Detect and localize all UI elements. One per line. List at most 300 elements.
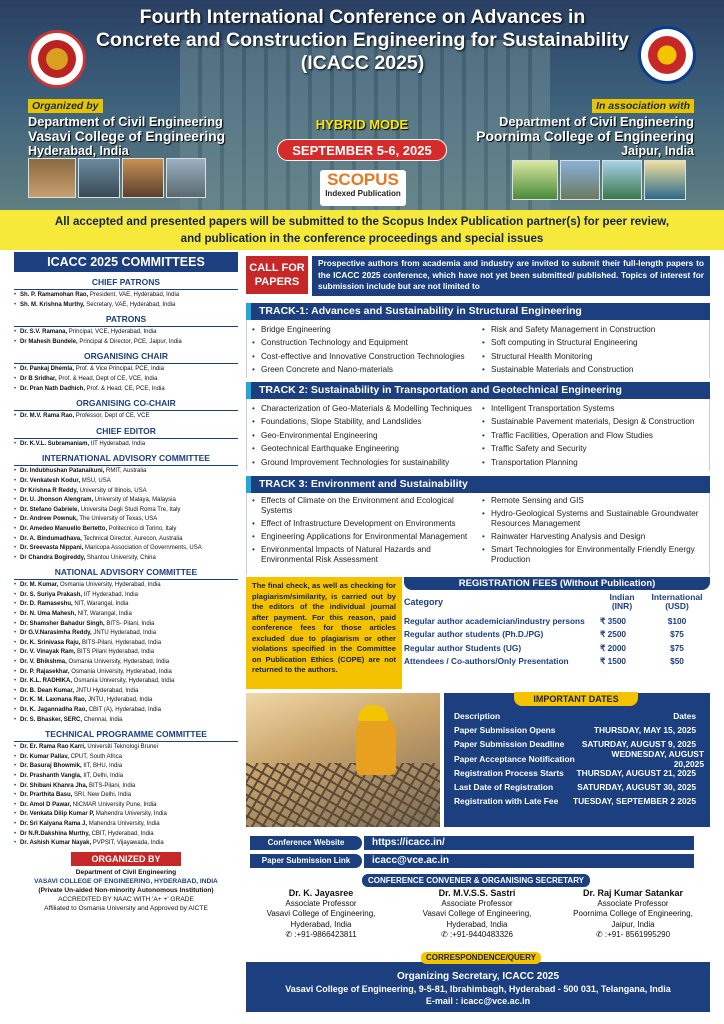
committee-member bbox=[14, 375, 238, 385]
track-2-heading: TRACK 2: Sustainability in Transportation and Geotechnical Engineering bbox=[246, 382, 710, 399]
committee-member bbox=[14, 515, 238, 525]
member-name: Dr. Basuraj Bhowmik, bbox=[20, 763, 82, 770]
banner-line-1: All accepted and presented papers will be submitted to the Scopus Index Publication partner(s) for peer review, bbox=[54, 215, 670, 228]
topic-item: • Sustainable Materials and Construction bbox=[481, 363, 709, 376]
topic-item: • Effects of Climate on the Environment and Ecological Systems bbox=[251, 496, 479, 516]
fee-category: Regular author students (Ph.D./PG) bbox=[404, 629, 544, 640]
committee-member bbox=[14, 648, 238, 658]
track-3-heading: TRACK 3: Environment and Sustainability bbox=[246, 476, 710, 493]
plagiarism-notice: The final check, as well as checking for plagiarism/similarity, is carried out by the editors of the individual journal after payment. For this reason, paid conference fees for those articles excluded due to plagiarism or other violations specified in the Committee on Publication Ethics (COPE) are not returned to the authors. bbox=[246, 577, 402, 689]
committee-member bbox=[14, 639, 238, 649]
photo-scaffold bbox=[122, 158, 164, 198]
table-row bbox=[404, 655, 710, 669]
title-line-3: (ICACC 2025) bbox=[300, 52, 425, 74]
correspondence-footer bbox=[246, 962, 710, 1012]
member-name: Dr. N. Uma Mahesh, bbox=[20, 611, 77, 618]
date-value: TUESDAY, SEPTEMBER 2 2025 bbox=[572, 796, 696, 807]
member-affiliation: IIT Hyderabad, India bbox=[82, 591, 138, 598]
person-phone: ✆ :+91-9866423811 bbox=[285, 930, 357, 939]
mode-label: HYBRID MODE bbox=[315, 117, 409, 132]
committee-member bbox=[14, 365, 238, 375]
committee-member bbox=[14, 477, 238, 487]
organized-college: VASAVI COLLEGE OF ENGINEERING, HYDERABAD, INDIA bbox=[34, 877, 218, 885]
committee-heading: TECHNICAL PROGRAMME COMMITTEE bbox=[14, 726, 238, 742]
member-name: Dr. Andrew Pownuk, bbox=[20, 516, 78, 523]
topic-item: • Risk and Safety Management in Construction bbox=[481, 323, 709, 336]
person-org: Poornima College of Engineering, bbox=[573, 909, 693, 918]
committee-member bbox=[14, 291, 238, 301]
member-affiliation: SRI, New Delhi, India bbox=[72, 792, 132, 799]
track-3-topics bbox=[246, 493, 710, 575]
member-name: Dr. Ashish Kumar Nayak, bbox=[20, 840, 92, 847]
person-role: Associate Professor bbox=[597, 898, 669, 908]
date-value: THURSDAY, AUGUST 21, 2025 bbox=[576, 767, 696, 778]
track-1-heading: TRACK-1: Advances and Sustainability in Structural Engineering bbox=[246, 303, 710, 320]
member-affiliation: BITS-Pilani, India bbox=[87, 782, 136, 789]
topic-item: • Intelligent Transportation Systems bbox=[481, 402, 709, 415]
committee-member bbox=[14, 487, 238, 497]
photo-globe bbox=[644, 160, 686, 200]
committee-member bbox=[14, 620, 238, 630]
person-city: Hyderabad, India bbox=[290, 919, 352, 929]
table-row bbox=[404, 614, 710, 628]
committee-member bbox=[14, 338, 238, 348]
topic-item: • Characterization of Geo-Materials & Modelling Techniques bbox=[251, 402, 479, 415]
website-label: Conference Website bbox=[250, 836, 362, 850]
photo-building bbox=[166, 158, 206, 198]
member-name: Dr. A. Bindumadhava, bbox=[20, 535, 82, 542]
member-affiliation: BITS Pilani Hyderabad, India bbox=[75, 649, 155, 656]
correspondence-address: Vasavi College of Engineering, 9-5-81, Ibrahimbagh, Hyderabad - 500 031, Telangana, India bbox=[285, 984, 671, 994]
committee-member bbox=[14, 554, 238, 564]
member-affiliation: MSU, USA bbox=[80, 477, 111, 484]
member-name: Dr. Prashanth Vangla, bbox=[20, 772, 82, 779]
person-role: Associate Professor bbox=[285, 898, 357, 908]
member-name: Dr. Pran Nath Dadhich, bbox=[20, 385, 86, 392]
vasavi-logo bbox=[28, 30, 86, 88]
submission-label: Paper Submission Link bbox=[250, 854, 362, 868]
committee-member bbox=[14, 385, 238, 395]
topic-item: • Green Concrete and Nano-materials bbox=[251, 363, 479, 376]
member-affiliation: Osmania University, Hyderabad, India bbox=[72, 678, 175, 685]
committee-member bbox=[14, 820, 238, 830]
committee-member bbox=[14, 830, 238, 840]
member-affiliation: JNTU, Hyderabad, India bbox=[86, 697, 153, 704]
topic-item: • Transportation Planning bbox=[481, 456, 709, 469]
member-name: Dr G.V.Narasimha Reddy, bbox=[20, 630, 92, 637]
person-name: Dr. K. Jayasree bbox=[288, 888, 354, 898]
col-description: Description bbox=[454, 711, 501, 722]
member-affiliation: BITS- Pilani, India bbox=[104, 620, 155, 627]
member-affiliation: Principal & Director, PCE, Jaipur, India bbox=[77, 338, 182, 345]
member-affiliation: Politecnico di Torino, Italy bbox=[107, 525, 177, 532]
fee-usd: $50 bbox=[670, 656, 684, 667]
committees-title: ICACC 2025 COMMITTEES bbox=[14, 252, 238, 272]
member-affiliation: RMIT, Australia bbox=[104, 468, 147, 475]
member-name: Dr. Sreevasta Nippani, bbox=[20, 545, 84, 552]
member-name: Dr. Venkata Dilip Kumar P, bbox=[20, 811, 95, 818]
member-affiliation: NIT, Warangal, India bbox=[76, 611, 132, 618]
committee-member bbox=[14, 706, 238, 716]
topic-item: • Traffic Facilities, Operation and Flow Studies bbox=[481, 429, 709, 442]
committee-member bbox=[14, 328, 238, 338]
member-affiliation: Mahendra University, India bbox=[87, 820, 160, 827]
registration-heading: REGISTRATION FEES (Without Publication) bbox=[404, 577, 710, 590]
registration-header-row bbox=[404, 590, 710, 614]
organizer-city: Hyderabad, India bbox=[28, 144, 129, 158]
topic-item: • Bridge Engineering bbox=[251, 323, 479, 336]
fee-usd: $75 bbox=[670, 642, 684, 653]
member-affiliation: CPUT, South Africa bbox=[68, 753, 122, 760]
track-2-right bbox=[481, 402, 709, 469]
committee-groups bbox=[14, 274, 238, 849]
committee-member bbox=[14, 581, 238, 591]
member-name: Dr. Shibani Khanra Jha, bbox=[20, 782, 88, 789]
member-name: Dr. Sri Kalyana Rama J, bbox=[20, 820, 88, 827]
committee-member bbox=[14, 772, 238, 782]
member-affiliation: NICMAR University Pune, India bbox=[71, 801, 157, 808]
poornima-logo bbox=[638, 26, 696, 84]
title-line-2: Concrete and Construction Engineering for Sustainability bbox=[95, 29, 630, 51]
member-affiliation: Secretary, VAE, Hyderabad, India bbox=[84, 301, 176, 308]
conference-title bbox=[90, 6, 635, 75]
committee-member bbox=[14, 687, 238, 697]
member-name: Dr. B. Dean Kumar, bbox=[20, 687, 75, 694]
fee-inr: ₹ 1500 bbox=[600, 656, 627, 667]
member-name: Dr. P. Rajasekhar, bbox=[20, 668, 70, 675]
member-affiliation: University of Malaya, Malaysia bbox=[93, 497, 176, 504]
organizer-dept: Department of Civil Engineering bbox=[28, 114, 223, 129]
date-description: Registration with Late Fee bbox=[454, 796, 559, 807]
member-name: Dr B Sridhar, bbox=[20, 375, 57, 382]
track-3-left bbox=[251, 496, 479, 568]
member-affiliation: IIT Hyderabad, India bbox=[89, 440, 146, 447]
committee-heading: PATRONS bbox=[14, 311, 238, 327]
website-link[interactable]: https://icacc.in/ bbox=[364, 836, 694, 850]
date-description: Paper Submission Opens bbox=[454, 725, 556, 736]
topic-item: • Traffic Safety and Security bbox=[481, 442, 709, 455]
member-name: Dr. K.V.L. Subramaniam, bbox=[20, 440, 90, 447]
committee-heading: CHIEF EDITOR bbox=[14, 423, 238, 439]
association-city: Jaipur, India bbox=[621, 144, 694, 158]
photo-formwork bbox=[78, 158, 120, 198]
fee-category: Attendees / Co-authors/Only Presentation bbox=[404, 656, 569, 667]
committee-heading: CHIEF PATRONS bbox=[14, 274, 238, 290]
organized-by-heading: ORGANIZED BY bbox=[71, 852, 181, 866]
organized-accreditation: ACCREDITED BY NAAC WITH 'A+ +' GRADE bbox=[58, 895, 194, 903]
member-name: Dr. V. Bhikshma, bbox=[20, 659, 67, 666]
track-1-topics bbox=[246, 320, 710, 378]
member-affiliation: PVPSIT, Vijayawada, India bbox=[91, 840, 164, 847]
track-2-topics bbox=[246, 399, 710, 471]
member-affiliation: IIT, BHU, India bbox=[81, 763, 123, 770]
committee-heading: INTERNATIONAL ADVISORY COMMITTEE bbox=[14, 450, 238, 466]
date-value: THURSDAY, MAY 15, 2025 bbox=[593, 725, 696, 736]
committees-panel bbox=[14, 252, 238, 1010]
fee-inr: ₹ 2500 bbox=[600, 629, 627, 640]
topic-item: • Geotechnical Earthquake Engineering bbox=[251, 442, 479, 455]
member-name: Dr Krishna R Reddy, bbox=[20, 487, 78, 494]
committee-member bbox=[14, 801, 238, 811]
committee-member bbox=[14, 677, 238, 687]
member-name: Dr. K.L. RADHIKA, bbox=[20, 678, 73, 685]
person-role: Associate Professor bbox=[441, 898, 513, 908]
member-affiliation: Maricopa Association of Governments, USA bbox=[83, 545, 202, 552]
important-dates bbox=[444, 693, 710, 827]
committee-heading: NATIONAL ADVISORY COMMITTEE bbox=[14, 564, 238, 580]
member-affiliation: Principal, VCE, Hyderabad, India bbox=[67, 329, 157, 336]
committee-member bbox=[14, 629, 238, 639]
photo-city bbox=[560, 160, 600, 200]
table-row bbox=[444, 780, 710, 794]
committee-heading: ORGANISING CHAIR bbox=[14, 348, 238, 364]
table-row bbox=[444, 766, 710, 780]
person-org: Vasavi College of Engineering, bbox=[266, 909, 376, 918]
committee-member bbox=[14, 591, 238, 601]
committee-member bbox=[14, 467, 238, 477]
committee-member bbox=[14, 496, 238, 506]
member-affiliation: University of Illinois, USA bbox=[77, 487, 147, 494]
committee-member bbox=[14, 610, 238, 620]
member-name: Dr. Amedeo Manuello Bertetto, bbox=[20, 525, 108, 532]
scopus-title: SCOPUS bbox=[327, 170, 399, 189]
date-value: SATURDAY, AUGUST 9, 2025 bbox=[581, 739, 696, 750]
member-affiliation: Universita Degli Studi Roma Tre, Italy bbox=[79, 506, 181, 513]
person-phone: ✆ :+91-9440483326 bbox=[441, 930, 513, 939]
member-name: Dr. Shamsher Bahadur Singh, bbox=[20, 620, 105, 627]
submission-link[interactable]: icacc@vce.ac.in bbox=[364, 854, 694, 868]
committee-heading: ORGANISING CO-CHAIR bbox=[14, 395, 238, 411]
fee-usd: $100 bbox=[667, 615, 687, 626]
member-name: Dr. K. M. Laxmana Rao, bbox=[20, 697, 87, 704]
col-dates: Dates bbox=[673, 711, 696, 722]
correspondence-email[interactable]: E-mail : icacc@vce.ac.in bbox=[425, 996, 531, 1006]
topic-item: • Hydro-Geological Systems and Sustainable Groundwater Resources Management bbox=[481, 509, 709, 529]
member-affiliation: Prof. & Head, Dept of CE, VCE, India bbox=[56, 375, 158, 382]
organized-by-block bbox=[14, 852, 238, 913]
association-block bbox=[470, 96, 694, 159]
member-name: Dr. Indubhushan Patanaikuni, bbox=[20, 468, 105, 475]
date-description: Paper Acceptance Notification bbox=[454, 753, 575, 764]
member-affiliation: Professor, Dept of CE, VCE bbox=[74, 413, 150, 420]
committee-member bbox=[14, 668, 238, 678]
committee-member bbox=[14, 762, 238, 772]
convener-person-2 bbox=[402, 888, 552, 941]
date-description: Last Date of Registration bbox=[454, 782, 554, 793]
member-affiliation: CBIT, Hyderabad, India bbox=[89, 830, 154, 837]
member-affiliation: NIT, Warangal, India bbox=[72, 601, 129, 608]
topic-item: • Remote Sensing and GIS bbox=[481, 496, 709, 506]
committee-member bbox=[14, 753, 238, 763]
convener-person-3 bbox=[558, 888, 708, 941]
person-city: Hyderabad, India bbox=[446, 919, 508, 929]
committee-member bbox=[14, 696, 238, 706]
member-affiliation: BITS-Pilani, Hyderabad, India bbox=[80, 639, 162, 646]
committee-member bbox=[14, 535, 238, 545]
committee-member bbox=[14, 716, 238, 726]
organized-affiliation: Affiliated to Osmania University and Approved by AICTE bbox=[44, 904, 208, 912]
organizer-block bbox=[28, 96, 268, 159]
date-description: Paper Submission Deadline bbox=[454, 739, 565, 750]
association-tag: In association with bbox=[592, 99, 694, 113]
topic-item: • Geo-Environmental Engineering bbox=[251, 429, 479, 442]
convener-person-1 bbox=[246, 888, 396, 941]
member-name: Dr. Kumar Pallav, bbox=[20, 753, 69, 760]
member-name: Dr. Venkatesh Kodur, bbox=[20, 477, 81, 484]
member-affiliation: The University of Texas, USA bbox=[77, 516, 158, 523]
committee-member bbox=[14, 412, 238, 422]
member-name: Dr. Prarthita Basu, bbox=[20, 792, 73, 799]
committee-member bbox=[14, 525, 238, 535]
member-affiliation: Chennai, India bbox=[82, 716, 123, 723]
table-row bbox=[444, 723, 710, 737]
convener-heading: CONFERENCE CONVENER & ORGANISING SECRETARY bbox=[362, 874, 590, 887]
committee-member bbox=[14, 810, 238, 820]
committee-member bbox=[14, 658, 238, 668]
person-name: Dr. Raj Kumar Satankar bbox=[582, 888, 684, 898]
committee-member bbox=[14, 544, 238, 554]
committee-member bbox=[14, 839, 238, 849]
fee-inr: ₹ 3500 bbox=[600, 615, 627, 626]
member-name: Dr. S.V. Ramana, bbox=[20, 329, 68, 336]
scopus-banner bbox=[0, 210, 724, 250]
topic-item: • Effect of Infrastructure Development on Environments bbox=[251, 519, 479, 529]
member-affiliation: Osmania University, Hyderabad, India bbox=[66, 659, 170, 666]
topic-item: • Cost-effective and Innovative Construction Technologies bbox=[251, 350, 479, 363]
topic-item: • Environmental Impacts of Natural Hazards and Environmental Risk Assessment bbox=[251, 545, 479, 565]
topic-item: • Ground Improvement Technologies for sustainability bbox=[251, 456, 479, 469]
member-name: Sh. M. Krishna Murthy, bbox=[20, 301, 85, 308]
member-affiliation: Prof. & Head, CE, PCE, India bbox=[85, 385, 165, 392]
member-affiliation: Shantou University, China bbox=[85, 554, 156, 561]
person-city: Jaipur, India bbox=[611, 919, 655, 929]
committee-member bbox=[14, 791, 238, 801]
association-dept: Department of Civil Engineering bbox=[499, 114, 694, 129]
topic-item: • Engineering Applications for Environmental Management bbox=[251, 532, 479, 542]
member-name: Dr. K. Jagannadha Rao, bbox=[20, 707, 88, 713]
person-org: Vasavi College of Engineering, bbox=[422, 909, 532, 918]
date-description: Registration Process Starts bbox=[454, 767, 564, 778]
committee-member bbox=[14, 440, 238, 450]
member-name: Dr. Er. Rama Rao Karri, bbox=[20, 744, 86, 751]
member-name: Dr. Pankaj Dhemla, bbox=[20, 366, 75, 373]
topic-item: • Soft computing in Structural Engineering bbox=[481, 336, 709, 349]
topic-item: • Foundations, Slope Stability, and Landslides bbox=[251, 415, 479, 428]
member-name: Dr. Stefano Gabriele, bbox=[20, 506, 80, 513]
call-for-papers-label: CALL FOR PAPERS bbox=[246, 256, 308, 294]
fee-category: Regular author Students (UG) bbox=[404, 642, 522, 653]
photo-bulb bbox=[512, 160, 558, 200]
correspondence-heading: CORRESPONDENCE/QUERY bbox=[421, 952, 541, 964]
table-row bbox=[404, 641, 710, 655]
track-2-left bbox=[251, 402, 479, 469]
photo-rebar bbox=[28, 158, 76, 198]
member-name: Dr N.R.Dakshina Murthy, bbox=[20, 830, 90, 837]
dates-header-row bbox=[444, 709, 710, 723]
member-name: Dr. K. Srinivasa Raju, bbox=[20, 639, 81, 646]
table-row bbox=[444, 794, 710, 808]
topic-item: • Sustainable Pavement materials, Design & Construction bbox=[481, 415, 709, 428]
organized-dept: Department of Civil Engineering bbox=[75, 868, 177, 876]
member-name: Dr. V. Vinayak Ram, bbox=[20, 649, 76, 656]
member-affiliation: Osmania University, Hyderabad, India bbox=[69, 668, 172, 675]
topic-item: • Construction Technology and Equipment bbox=[251, 336, 479, 349]
member-name: Dr. M.V. Rama Rao, bbox=[20, 413, 75, 420]
member-name: Dr. U. Jhonson Alengram, bbox=[20, 497, 94, 504]
topic-item: • Rainwater Harvesting Analysis and Design bbox=[481, 532, 709, 542]
photo-turbines bbox=[602, 160, 642, 200]
scopus-subtitle: Indexed Publication bbox=[325, 189, 401, 198]
member-name: Dr. S. Suriya Prakash, bbox=[20, 591, 83, 598]
col-international: International (USD) bbox=[651, 592, 703, 611]
member-name: Dr. D. Ramaseshu, bbox=[20, 601, 73, 608]
organized-by-tag: Organized by bbox=[28, 99, 103, 113]
organizer-college: Vasavi College of Engineering bbox=[28, 129, 226, 144]
member-affiliation: Technical Director, Aurecon, Australia bbox=[81, 535, 183, 542]
date-value: WEDNESDAY, AUGUST 20,2025 bbox=[611, 748, 704, 769]
member-affiliation: JNTU Hyderabad, India bbox=[74, 687, 139, 694]
committee-member bbox=[14, 600, 238, 610]
col-category: Category bbox=[404, 597, 444, 607]
person-name: Dr. M.V.S.S. Sastri bbox=[438, 888, 516, 898]
fee-usd: $75 bbox=[670, 629, 684, 640]
track-1-left bbox=[251, 323, 479, 377]
important-dates-heading: IMPORTANT DATES bbox=[514, 692, 638, 706]
member-affiliation: Osmania University, Hyderabad, India bbox=[58, 582, 161, 589]
member-affiliation: President, VAE, Hyderabad, India bbox=[88, 292, 180, 298]
person-phone: ✆ :+91- 8561995290 bbox=[595, 930, 671, 939]
topic-item: • Smart Technologies for Environmentally Friendly Energy Production bbox=[481, 545, 709, 565]
member-name: Dr. M. Kumar, bbox=[20, 582, 59, 589]
committee-member bbox=[14, 506, 238, 516]
conference-dates: SEPTEMBER 5-6, 2025 bbox=[277, 139, 447, 161]
construction-worker-image bbox=[246, 693, 440, 827]
header-banner bbox=[0, 0, 724, 210]
committee-member bbox=[14, 743, 238, 753]
track-1-right bbox=[481, 323, 709, 377]
organized-status: (Private Un-aided Non-minority Autonomous Institution) bbox=[38, 886, 214, 894]
member-affiliation: Universiti Teknologi Brunei bbox=[85, 744, 158, 751]
track-3-right bbox=[481, 496, 709, 568]
title-line-1: Fourth International Conference on Advances in bbox=[139, 6, 586, 28]
fee-inr: ₹ 2000 bbox=[600, 642, 627, 653]
fee-category: Regular author academician/industry persons bbox=[404, 615, 585, 626]
topic-item: • Structural Health Monitoring bbox=[481, 350, 709, 363]
member-name: Dr Mahesh Bundele, bbox=[20, 338, 78, 345]
call-for-papers-text: Prospective authors from academia and industry are invited to submit their full-length papers to the ICACC 2025 conference, which have not yet been submitted/ published. Topics of interest for submission include but are not limited to bbox=[312, 256, 710, 296]
table-row bbox=[444, 748, 710, 769]
member-affiliation: JNTU Hyderabad, India bbox=[91, 630, 157, 637]
col-indian: Indian (INR) bbox=[609, 592, 635, 611]
member-affiliation: Prof. & Vice Principal, PCE, India bbox=[74, 366, 164, 373]
committee-member bbox=[14, 782, 238, 792]
member-name: Dr. Amol D Pawar, bbox=[20, 801, 72, 808]
member-affiliation: Mahendra University, India bbox=[94, 811, 167, 818]
registration-fees bbox=[404, 577, 710, 689]
association-college: Poornima College of Engineering bbox=[476, 129, 694, 144]
date-value: SATURDAY, AUGUST 30, 2025 bbox=[577, 782, 696, 793]
member-name: Dr. S. Bhasker, SERC, bbox=[20, 716, 83, 723]
committee-member bbox=[14, 301, 238, 311]
member-affiliation: IIT, Delhi, India bbox=[81, 772, 124, 779]
banner-line-2: and publication in the conference proceedings and special issues bbox=[180, 232, 544, 245]
correspondence-title: Organizing Secretary, ICACC 2025 bbox=[396, 971, 560, 982]
member-name: Sh. P. Ramamohan Rao, bbox=[20, 292, 89, 298]
table-row bbox=[404, 628, 710, 642]
scopus-badge bbox=[320, 170, 406, 206]
member-name: Dr Chandra Bogireddy, bbox=[20, 554, 86, 561]
member-affiliation: CBIT (A), Hyderabad, India bbox=[87, 707, 161, 713]
